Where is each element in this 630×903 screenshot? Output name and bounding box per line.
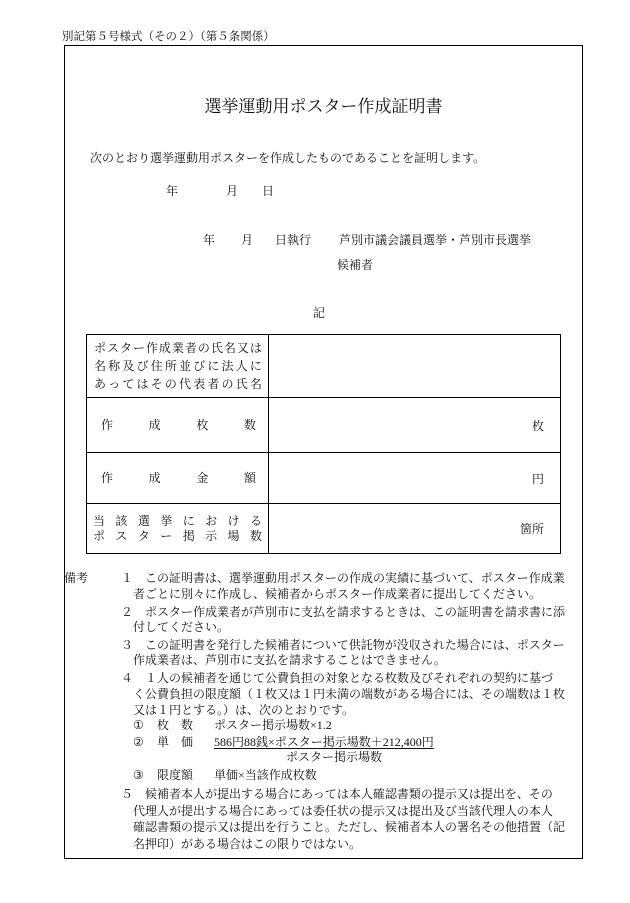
label-char: 金 (196, 471, 209, 485)
label-char: あ (94, 377, 107, 391)
label-char: 数 (243, 418, 256, 432)
formula-1-mark: ① (133, 718, 144, 732)
note-1-number: １ (121, 571, 134, 585)
label-char: 成 (158, 341, 171, 355)
label-char: ポ (94, 341, 107, 355)
label-char: 当 (93, 513, 106, 528)
formula-2-term: 単 価 (157, 735, 194, 749)
election-name: 芦別市議会議員選挙・芦別市長選挙 (339, 233, 532, 247)
label-char: 名 (223, 341, 236, 355)
label-char: タ (137, 528, 150, 543)
note-4-line: 又は１円とする。）は、次のとおりです。 (133, 703, 355, 717)
label-char: そ (150, 377, 163, 391)
label-char: 掲 (182, 528, 195, 543)
election-date-year: 年 (203, 233, 216, 247)
table-row-3-label-cell (87, 453, 269, 504)
label-char: 業 (171, 341, 184, 355)
formula-2-denominator: ポスター掲示場数 (286, 750, 383, 764)
formula-2-mark: ② (133, 735, 144, 749)
note-2-line: ポスター作成業者が芦別市に支払を請求するときは、この証明書を請求書に添 (145, 605, 566, 619)
label-char: 人 (235, 359, 248, 373)
label-char: ポ (93, 528, 106, 543)
document-title: 選挙運動用ポスター作成証明書 (204, 97, 443, 116)
label-char: 住 (150, 359, 163, 373)
label-char: る (249, 513, 262, 528)
label-char: 並 (179, 359, 192, 373)
board-count-label-line-1 (87, 514, 268, 529)
label-char: 成 (148, 471, 161, 485)
label-char: 称 (108, 359, 121, 373)
note-5-line: 代理人が提出する場合にあっては委任状の提示又は提出及び当該代理人の本人 (133, 804, 553, 818)
table-row-4-label-cell (87, 504, 269, 553)
label-char: ス (106, 341, 119, 355)
note-2-number: ２ (121, 605, 134, 619)
label-char: タ (119, 341, 132, 355)
table-row-2-label-cell (87, 398, 269, 453)
label-char: 作 (145, 341, 158, 355)
label-char: の (197, 341, 210, 355)
label-char: 名 (249, 377, 262, 391)
label-char: の (164, 377, 177, 391)
contractor-label-line-3 (87, 375, 268, 393)
label-char: 氏 (235, 377, 248, 391)
label-char: は (249, 341, 262, 355)
issue-date-year: 年 (166, 184, 179, 198)
note-4-line: く公費負担の限度額（１枚又は１円未満の端数がある場合には、その端数は１枚 (133, 687, 566, 701)
form-number-label: 別記第５号様式（その２）（第５条関係） (62, 31, 275, 43)
label-char: 枚 (196, 418, 209, 432)
label-char: 氏 (210, 341, 223, 355)
certification-statement: 次のとおり選挙運動用ポスターを作成したものであることを証明します。 (90, 151, 486, 165)
formula-3-term: 限度額 (157, 768, 194, 782)
note-3-number: ３ (121, 638, 134, 652)
label-char: 法 (221, 359, 234, 373)
note-4-number: ４ (121, 671, 134, 685)
label-char: 場 (227, 528, 240, 543)
notes-label: 備考 (64, 571, 89, 585)
note-5-line: 名押印）がある場合はこの限りではない。 (133, 837, 362, 851)
label-char: に (249, 359, 262, 373)
note-1-line: 者ごとに別々に作成し、候補者からポスター作成業者に提出してください。 (133, 587, 542, 601)
note-2-line: 付してください。 (133, 620, 230, 634)
formula-3-expression: 単価×当該作成枚数 (214, 768, 317, 782)
label-char: 額 (243, 471, 256, 485)
board-count-unit: 箇所 (519, 522, 544, 536)
label-char: 選 (137, 513, 150, 528)
election-date-day: 日執行 (275, 233, 312, 247)
table-row-1-label-cell (87, 335, 269, 398)
label-char: 名 (94, 359, 107, 373)
candidate-label: 候補者 (337, 258, 374, 272)
contractor-value-cell (269, 335, 560, 398)
label-char: び (136, 359, 149, 373)
label-char: の (221, 377, 234, 391)
note-4-line: １人の候補者を通じて公費負担の対象となる枚数及びそれぞれの契約に基づ (145, 671, 554, 685)
label-char: て (122, 377, 135, 391)
label-char: ー (132, 341, 145, 355)
label-char: 挙 (160, 513, 173, 528)
label-char: 数 (249, 528, 262, 543)
amount-value-cell (269, 453, 560, 504)
note-5-line: 確認書類の提示又は提出を行うこと。ただし、候補者本人の署名その他措置（記 (133, 820, 566, 834)
label-char: ー (160, 528, 173, 543)
note-5-number: ５ (121, 787, 134, 801)
board-count-label-line-2 (87, 529, 268, 544)
label-char: 者 (207, 377, 220, 391)
label-char: 示 (205, 528, 218, 543)
label-char: に (207, 359, 220, 373)
label-char: 作 (101, 418, 114, 432)
note-3-line: この証明書を発行した候補者について供託物が没収された場合には、ポスター (145, 638, 565, 652)
ki-heading: 記 (313, 306, 326, 320)
label-char: 及 (122, 359, 135, 373)
details-table (86, 334, 561, 554)
label-char: 代 (179, 377, 192, 391)
sheet-count-unit: 枚 (531, 418, 544, 433)
formula-3-mark: ③ (133, 768, 144, 782)
sheet-count-label (87, 418, 268, 432)
formula-1-expression: ポスター掲示場数×1.2 (214, 718, 332, 732)
label-char: に (182, 513, 195, 528)
note-1-line: この証明書は、選挙運動用ポスターの作成の実績に基づいて、ポスター作成業 (145, 571, 565, 585)
formula-2-numerator: 586円88銭×ポスター掲示場数＋212,400円 (214, 735, 434, 749)
issue-date-month: 月 (226, 184, 239, 198)
label-char: は (136, 377, 149, 391)
label-char: 成 (148, 418, 161, 432)
note-5-line: 候補者本人が提出する場合にあっては本人確認書類の提示又は提出を、その (145, 787, 553, 801)
amount-label (87, 471, 268, 485)
label-char: っ (108, 377, 121, 391)
label-char: 者 (184, 341, 197, 355)
label-char: お (205, 513, 218, 528)
contractor-label-line-2 (87, 357, 268, 375)
label-char: 又 (236, 341, 249, 355)
contractor-label-line-1 (87, 339, 268, 357)
sheet-count-value-cell (269, 398, 560, 453)
issue-date-day: 日 (262, 184, 275, 198)
label-char: 作 (101, 471, 114, 485)
label-char: ス (115, 528, 128, 543)
note-3-line: 作成業者は、芦別市に支払を請求することはできません。 (133, 653, 446, 667)
board-count-value-cell (269, 504, 560, 553)
label-char: け (227, 513, 240, 528)
election-date-month: 月 (241, 233, 254, 247)
label-char: 表 (193, 377, 206, 391)
label-char: 所 (164, 359, 177, 373)
label-char: 該 (115, 513, 128, 528)
amount-unit: 円 (531, 471, 544, 486)
label-char: び (193, 359, 206, 373)
formula-1-term: 枚 数 (157, 718, 194, 732)
